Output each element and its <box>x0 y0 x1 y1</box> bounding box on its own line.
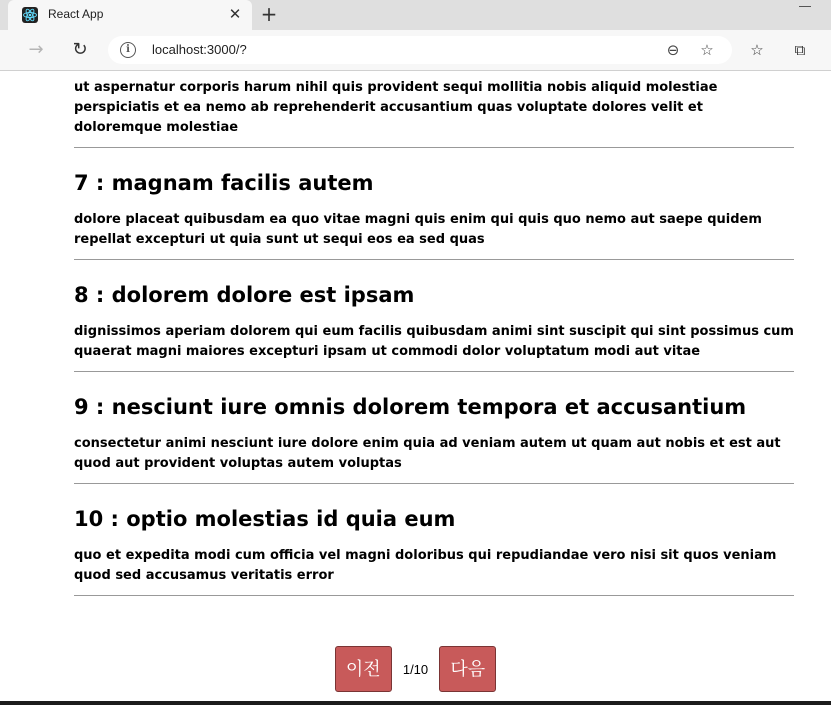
post-body: consectetur animi nesciunt iure dolore enim quia ad veniam autem ut quam aut nobis et est aut quod aut provident voluptas autem voluptas <box>74 436 781 471</box>
reload-icon[interactable]: ↻ <box>72 39 88 60</box>
tab-title: React App <box>48 7 104 21</box>
window-minimize-icon[interactable] <box>799 6 811 7</box>
post-item <box>74 280 794 372</box>
post-title: 8 : dolorem dolore est ipsam <box>74 283 415 307</box>
url-text[interactable]: localhost:3000/? <box>152 42 247 57</box>
zoom-out-icon[interactable]: ⊖ <box>666 41 680 59</box>
post-item <box>74 392 794 484</box>
post-item <box>74 504 794 596</box>
post-item <box>74 168 794 260</box>
taskbar-edge <box>0 701 831 705</box>
post-item <box>74 71 794 148</box>
post-divider <box>74 259 794 260</box>
browser-tab-bar <box>0 0 831 30</box>
prev-page-button[interactable]: 이전 <box>335 646 392 692</box>
browser-tab[interactable] <box>8 0 252 30</box>
post-divider <box>74 483 794 484</box>
post-title: 7 : magnam facilis autem <box>74 171 374 195</box>
page-indicator: 1/10 <box>402 661 429 677</box>
tab-close-icon[interactable]: ✕ <box>228 5 242 23</box>
post-divider <box>74 371 794 372</box>
info-icon[interactable]: i <box>120 42 136 58</box>
favorites-list-icon[interactable]: ☆ <box>750 41 764 59</box>
post-divider <box>74 147 794 148</box>
browser-toolbar <box>0 30 831 71</box>
address-bar[interactable] <box>108 36 732 64</box>
back-arrow-icon[interactable]: → <box>28 39 44 60</box>
post-body: dignissimos aperiam dolorem qui eum facilis quibusdam animi sint suscipit qui sint possimus cum quaerat magni maiores excepturi ipsam ut commodi dolor voluptatum modi aut vitae <box>74 324 794 359</box>
react-logo-icon <box>22 7 38 23</box>
post-body: ut aspernatur corporis harum nihil quis provident sequi mollitia nobis aliquid molestiae perspiciatis et ea nemo ab reprehenderit accusantium quas voluptate dolores velit et doloremque molestiae <box>74 80 718 135</box>
page-viewport <box>0 71 831 705</box>
post-list <box>74 71 794 596</box>
collections-icon[interactable]: ⧉ <box>794 41 806 59</box>
next-page-button[interactable]: 다음 <box>439 646 496 692</box>
pagination <box>0 646 831 694</box>
post-body: quo et expedita modi cum officia vel magni doloribus qui repudiandae vero nisi sit quos veniam quod sed accusamus veritatis error <box>74 548 777 583</box>
new-tab-icon[interactable]: + <box>260 2 278 26</box>
add-favorite-star-icon[interactable]: ☆ <box>700 41 714 59</box>
post-divider <box>74 595 794 596</box>
post-title: 9 : nesciunt iure omnis dolorem tempora et accusantium <box>74 395 747 419</box>
post-title: 10 : optio molestias id quia eum <box>74 507 456 531</box>
post-body: dolore placeat quibusdam ea quo vitae magni quis enim qui quis quo nemo aut saepe quidem repellat excepturi ut quia sunt ut sequi eos ea sed quas <box>74 212 762 247</box>
